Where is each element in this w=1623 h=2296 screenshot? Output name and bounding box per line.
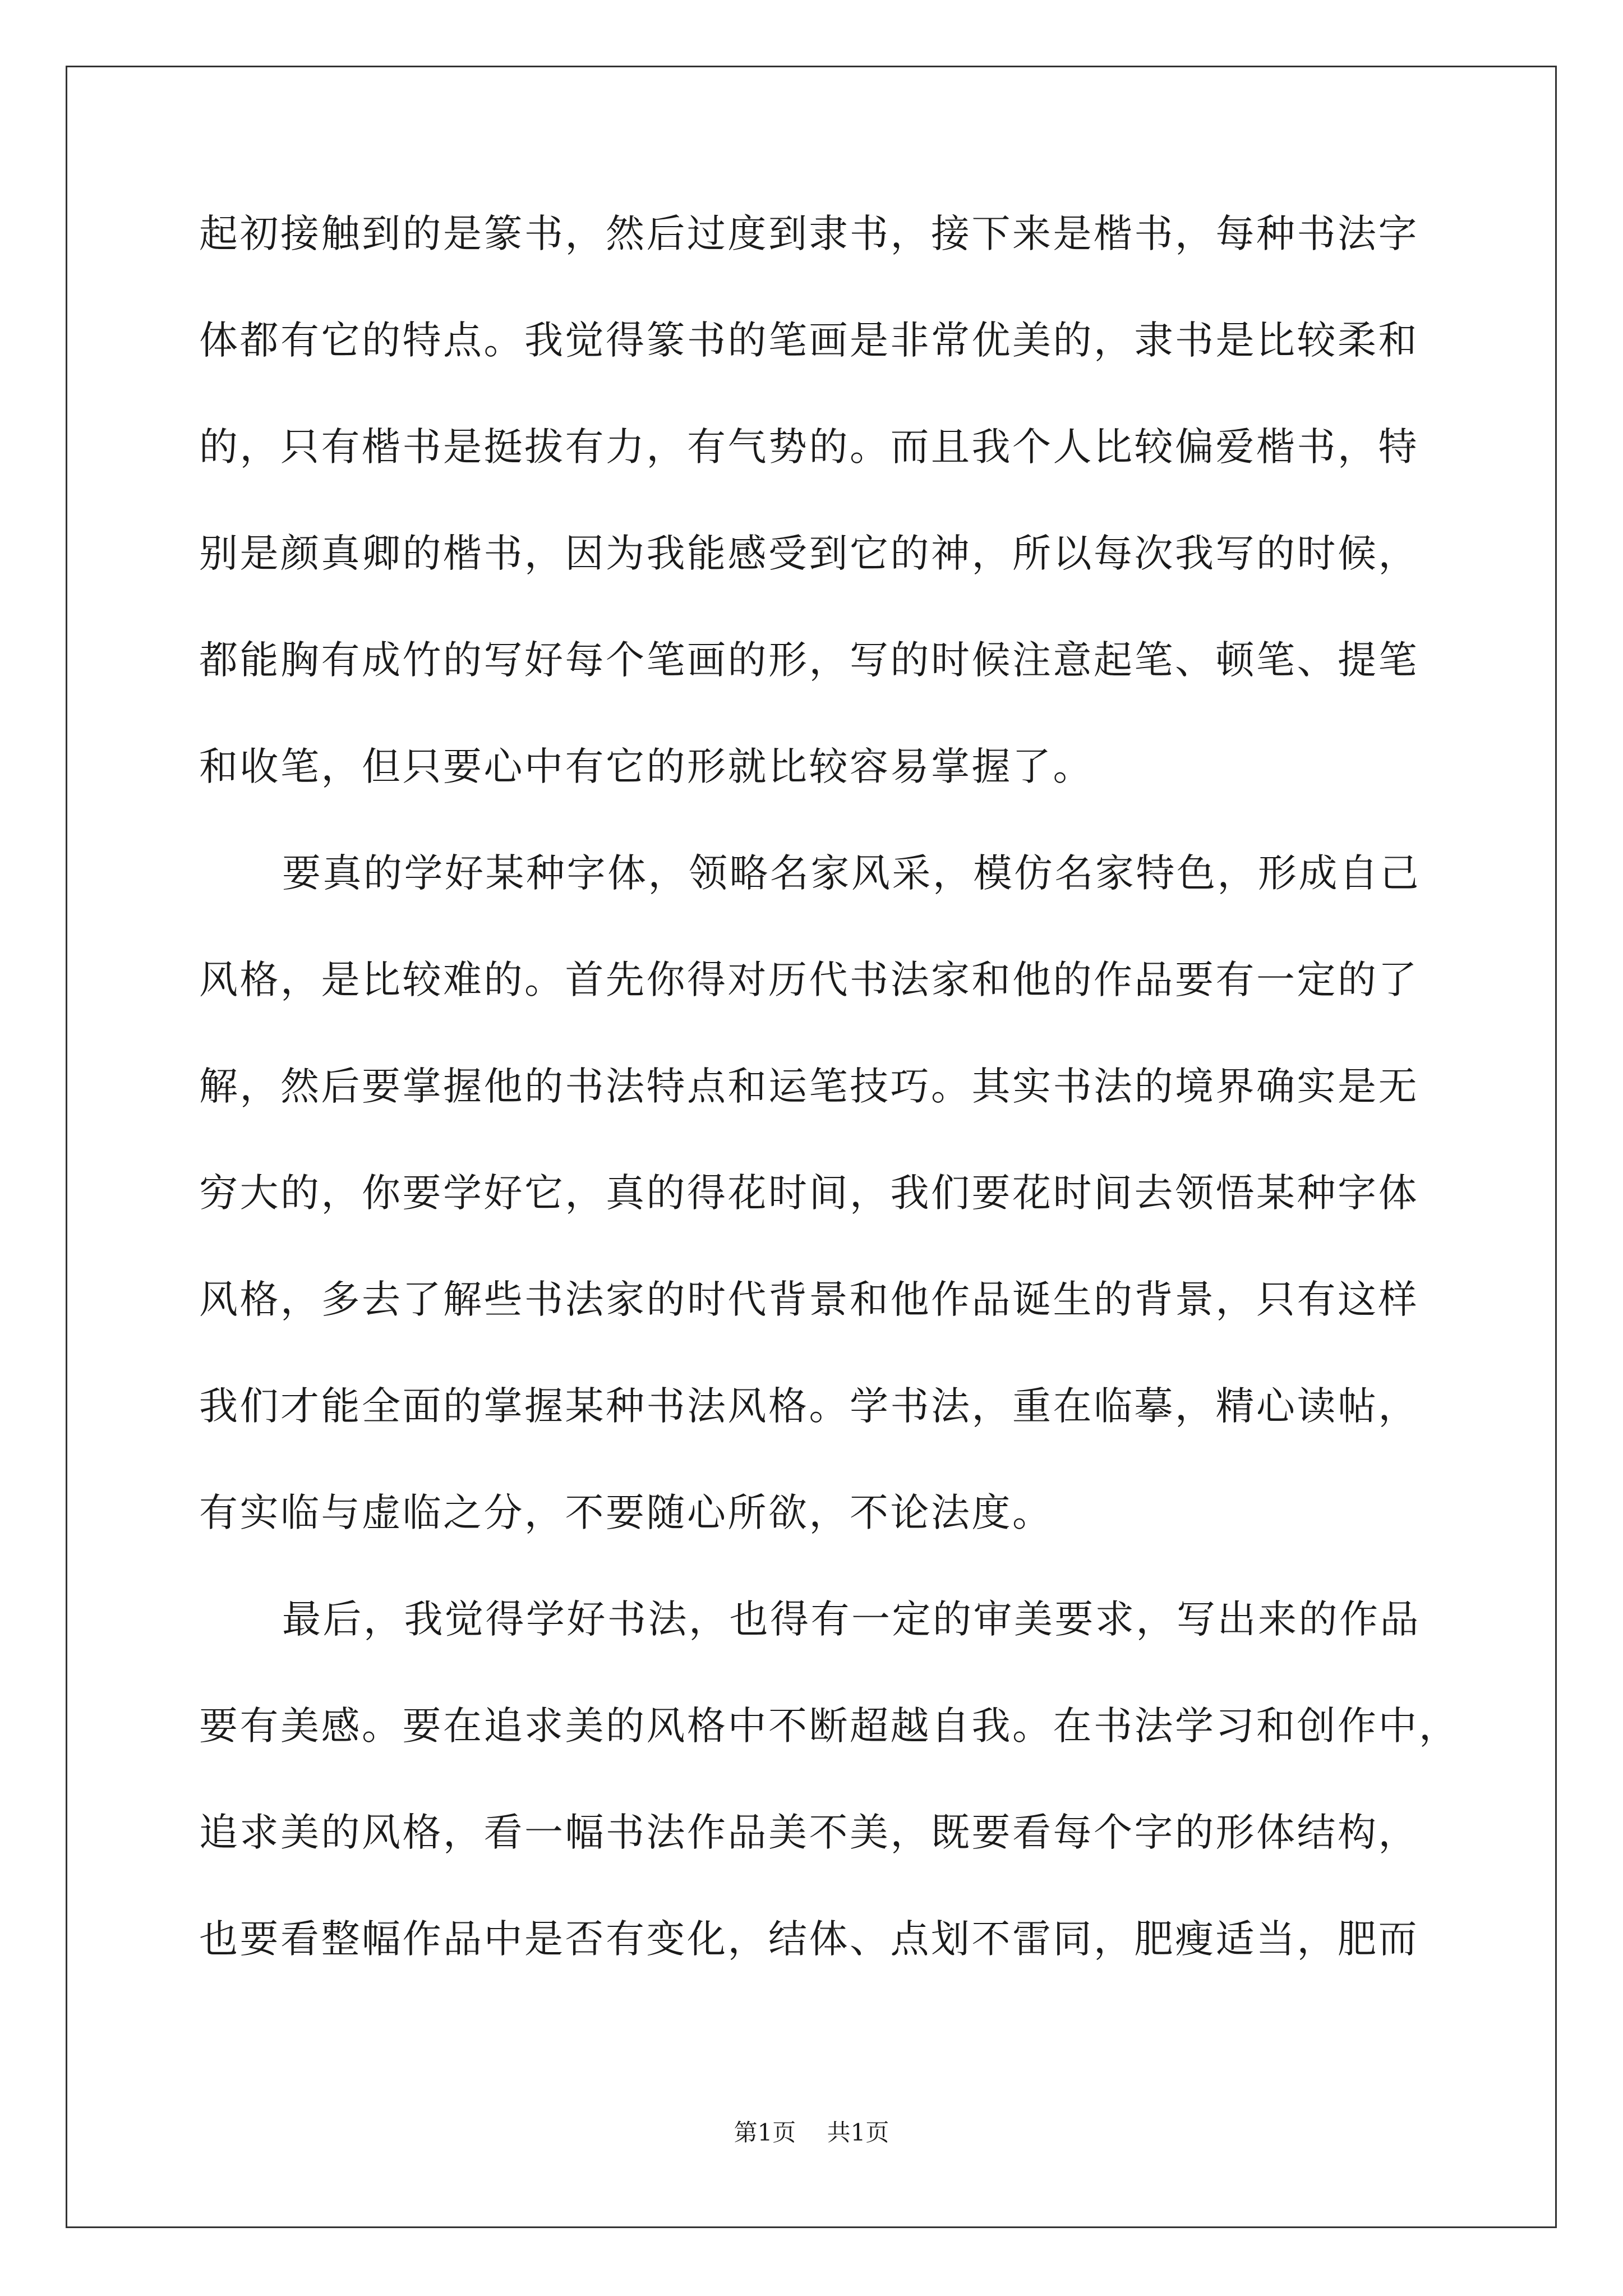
text-line: 都能胸有成竹的写好每个笔画的形，写的时候注意起笔、顿笔、提笔: [199, 638, 1419, 683]
text-line: 要有美感。要在追求美的风格中不断超越自我。在书法学习和创作中，: [199, 1704, 1460, 1749]
text-line: 我们才能全面的掌握某种书法风格。学书法，重在临摹，精心读帖，: [199, 1384, 1419, 1429]
text-line: 风格，多去了解些书法家的时代背景和他作品诞生的背景，只有这样: [199, 1277, 1419, 1322]
text-line: 别是颜真卿的楷书，因为我能感受到它的神，所以每次我写的时候，: [199, 531, 1419, 576]
text-line: 和收笔，但只要心中有它的形就比较容易掌握了。: [199, 744, 1094, 789]
text-line: 起初接触到的是篆书，然后过度到隶书，接下来是楷书，每种书法字: [199, 211, 1419, 256]
page-total: 共1页: [827, 2119, 889, 2146]
text-line: 解，然后要掌握他的书法特点和运笔技巧。其实书法的境界确实是无: [199, 1064, 1419, 1109]
text-line: 有实临与虚临之分，不要随心所欲，不论法度。: [199, 1490, 1053, 1535]
text-line: 的，只有楷书是挺拔有力，有气势的。而且我个人比较偏爱楷书，特: [199, 425, 1419, 470]
text-line: 也要看整幅作品中是否有变化，结体、点划不雷同，肥瘦适当，肥而: [199, 1917, 1419, 1962]
text-line: 最后，我觉得学好书法，也得有一定的审美要求，写出来的作品: [282, 1597, 1421, 1642]
text-line: 穷大的，你要学好它，真的得花时间，我们要花时间去领悟某种字体: [199, 1171, 1419, 1216]
text-line: 体都有它的特点。我觉得篆书的笔画是非常优美的，隶书是比较柔和: [199, 318, 1419, 363]
page-number: 第1页: [734, 2119, 796, 2146]
text-line: 追求美的风格，看一幅书法作品美不美，既要看每个字的形体结构，: [199, 1810, 1419, 1855]
text-line: 要真的学好某种字体，领略名家风采，模仿名家特色，形成自己: [282, 851, 1421, 896]
page-footer: [0, 2116, 1623, 2150]
document-body: [199, 206, 1460, 2018]
text-line: 风格，是比较难的。首先你得对历代书法家和他的作品要有一定的了: [199, 958, 1419, 1002]
